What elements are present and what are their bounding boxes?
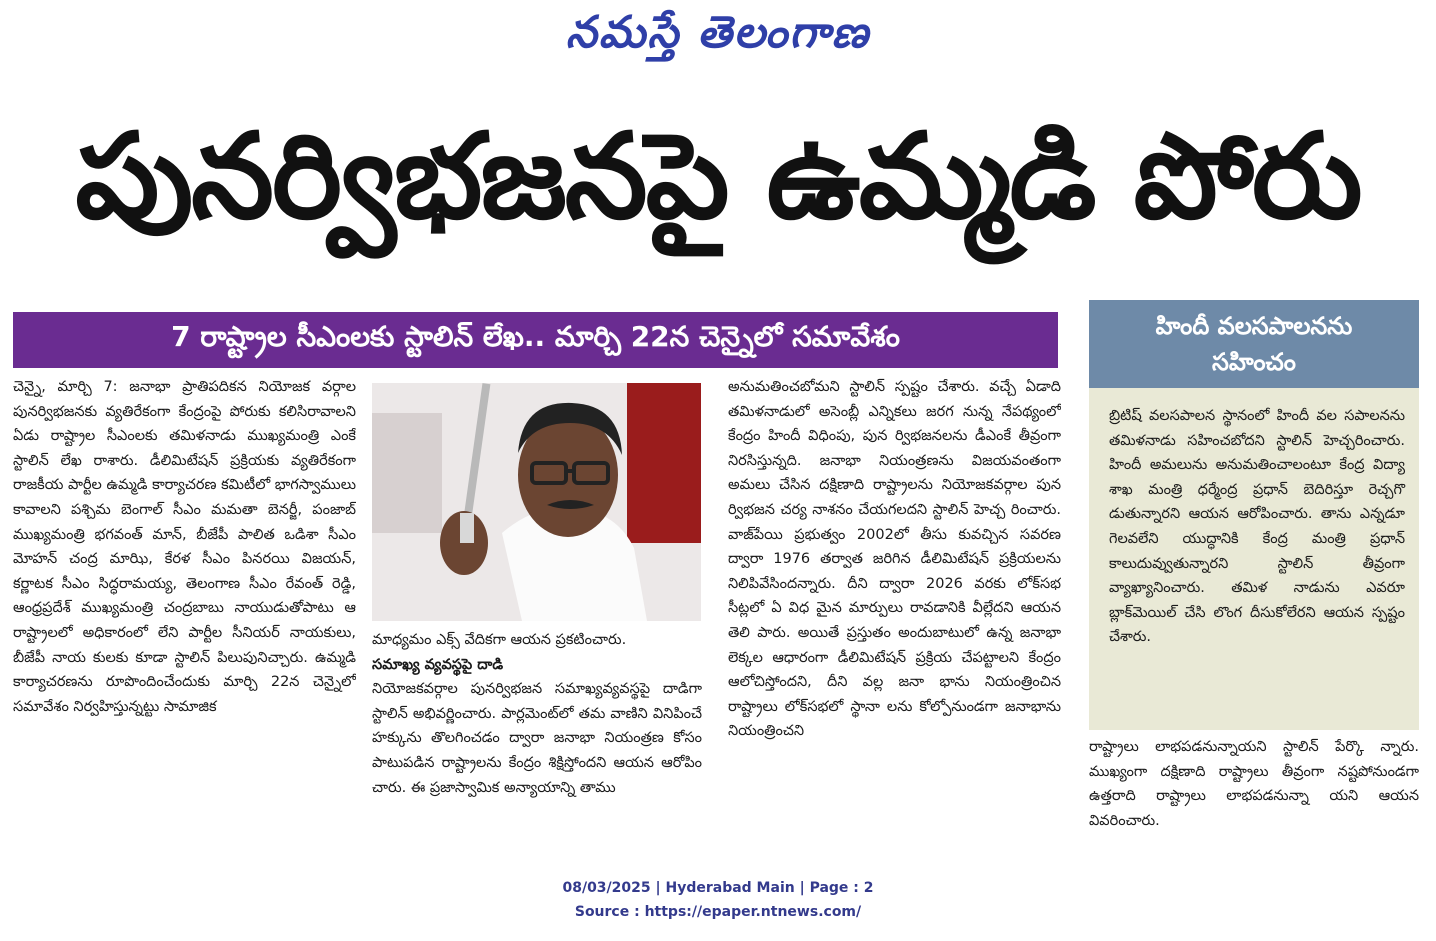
headline-text: పునర్విభజనపై ఉమ్మడి పోరు bbox=[75, 106, 1361, 245]
article-column-1 bbox=[13, 375, 356, 850]
article-paragraph: రాష్ట్రాలు లాభపడనున్నాయని స్టాలిన్ పేర్కొ న్నారు. ముఖ్యంగా దక్షిణాది రాష్ట్రాలు తీవ్రంగా నష్టపోనుండగా ఉత్తరాది రాష్ట్రాలు లాభపడనున్నా యని ఆయన వివరించారు. bbox=[1089, 739, 1419, 829]
article-column-3 bbox=[728, 375, 1061, 850]
sidebar-box bbox=[1089, 388, 1419, 730]
section-heading: సమాఖ్య వ్యవస్థపై దాడి bbox=[372, 656, 504, 673]
headline bbox=[10, 100, 1426, 280]
article-paragraph: చెన్నై, మార్చి 7: జనాభా ప్రాతిపదికన నియోజక వర్గాల పునర్విభజనకు వ్యతిరేకంగా కేంద్రంపై పోరుకు కలిసిరావాలని ఏడు రాష్ట్రాల సీఎంలకు తమిళనాడు ముఖ్యమంత్రి ఎంకే స్టాలిన్ లేఖ రాశారు. డీలిమిటేషన్ ప్రక్రియకు వ్యతిరేకంగా రాజకీయ పార్టీల ఉమ్మడి కార్యాచరణ కమిటీలో భాగస్వాములు కావాలని పశ్చిమ బెంగాల్ సీఎం మమతా బెనర్జీ, పంజాబ్ ముఖ్యమంత్రి భగవంత్ మాన్, బీజేపీ పాలిత ఒడిశా సీఎం మోహన్ చంద్ర మాఝి, కేరళ సీఎం పినరయి విజయన్, కర్ణాటక సీఎం సిద్ధరామయ్య, తెలంగాణ సీఎం రేవంత్ రెడ్డి, ఆంధ్రప్రదేశ్ ముఖ్యమంత్రి చంద్రబాబు నాయుడుతోపాటు ఆ రాష్ట్రాలలో అధికారంలో లేని పార్టీల సీనియర్ నాయకులు, బీజేపీ నాయ కులకు కూడా స్టాలిన్ పిలుపునిచ్చారు. ఉమ్మడి కార్యాచరణను రూపొందించేందుకు మార్చి 22న చెన్నైలో సమావేశం నిర్వహిస్తున్నట్టు సామాజిక bbox=[13, 379, 356, 715]
person-photo-illustration bbox=[372, 383, 701, 621]
masthead bbox=[0, 6, 1436, 70]
sidebar-paragraph: బ్రిటిష్ వలసపాలన స్థానంలో హిందీ వల సపాలనను తమిళనాడు సహించబోదని స్టాలిన్ హెచ్చరించారు. హిందీ అమలును అనుమతించాలంటూ కేంద్ర విద్యా శాఖ మంత్రి ధర్మేంద్ర ప్రధాన్ బెదిరిస్తూ రెచ్చగొ డుతున్నారని ఆయన ఆరోపించారు. తాను ఎన్నడూ గెలవలేని యుద్ధానికి కేంద్ర మంత్రి ప్రధాన్ కాలుదువ్వుతున్నారని స్టాలిన్ తీవ్రంగా వ్యాఖ్యానించారు. తమిళ నాడును ఎవరూ బ్లాక్‌మెయిల్ చేసి లొంగ దీసుకోలేరని ఆయన స్పష్టం చేశారు. bbox=[1109, 408, 1405, 646]
news-photo bbox=[372, 383, 701, 621]
article-column-2 bbox=[372, 628, 702, 850]
sidebar-title bbox=[1089, 300, 1419, 388]
footer-date-edition: 08/03/2025 | Hyderabad Main | Page : 2 bbox=[562, 880, 874, 896]
sidebar-title-line-1: హిందీ వలసపాలనను bbox=[1155, 312, 1353, 340]
article-column-4 bbox=[1089, 735, 1419, 850]
page-footer bbox=[0, 876, 1436, 924]
footer-source: Source : https://epaper.ntnews.com/ bbox=[574, 904, 862, 920]
article-paragraph: అనుమతించబోమని స్టాలిన్ స్పష్టం చేశారు. వచ్చే ఏడాది తమిళనాడులో అసెంబ్లీ ఎన్నికలు జరగ నున్న నేపథ్యంలో కేంద్రం హిందీ విధింపు, పున ర్విభజనలను డీఎంకే తీవ్రంగా నిరసిస్తున్నది. జనాభా నియంత్రణను విజయవంతంగా అమలు చేసిన దక్షిణాది రాష్ట్రాలను నియోజకవర్గాల పున ర్విభజన చర్య నాశనం చేయగలదని స్టాలిన్ హెచ్చ రించారు. వాజ్‌పేయి ప్రభుత్వం 2002లో తీసు కువచ్చిన సవరణ ద్వారా 1976 తర్వాత జరిగిన డీలిమిటేషన్ ప్రక్రియలను నిలిపివేసిందన్నారు. దీని ద్వారా 2026 వరకు లోక్‌సభ సీట్లలో ఏ విధ మైన మార్పులు రావడానికి వీల్లేదని ఆయన తెలి పారు. అయితే ప్రస్తుతం అందుబాటులో ఉన్న జనాభా లెక్కల ఆధారంగా డీలిమిటేషన్ ప్రక్రియ చేపట్టాలని కేంద్రం ఆలోచిస్తోందని, దీని వల్ల జనా భాను నియంత్రించిన రాష్ట్రాలు లోక్‌సభలో స్థానా లను కోల్పోనుండగా జనాభాను నియంత్రించని bbox=[728, 379, 1061, 740]
sidebar-title-line-2: సహించం bbox=[1212, 348, 1296, 376]
subheadline-bar bbox=[13, 312, 1058, 368]
subheadline-text: 7 రాష్ట్రాల సీఎంలకు స్టాలిన్ లేఖ.. మార్చి 22న చెన్నైలో సమావేశం bbox=[171, 320, 900, 353]
sidebar-body bbox=[1089, 388, 1419, 724]
article-paragraph: నియోజకవర్గాల పునర్విభజన సమాఖ్యవ్యవస్థపై దాడిగా స్టాలిన్ అభివర్ణించారు. పార్లమెంట్‌లో తమ వాణిని వినిపించే హక్కును తొలగించడం ద్వారా జనాభా నియంత్రణ కోసం పాటుపడిన రాష్ట్రాలను కేంద్రం శిక్షిస్తోందని ఆయన ఆరోపిం చారు. ఈ ప్రజాస్వామిక అన్యాయాన్ని తాము bbox=[372, 681, 702, 796]
masthead-logo: నమస్తే తెలంగాణ bbox=[565, 7, 871, 58]
article-paragraph: మాధ్యమం ఎక్స్ వేదికగా ఆయన ప్రకటించారు. bbox=[372, 632, 627, 648]
